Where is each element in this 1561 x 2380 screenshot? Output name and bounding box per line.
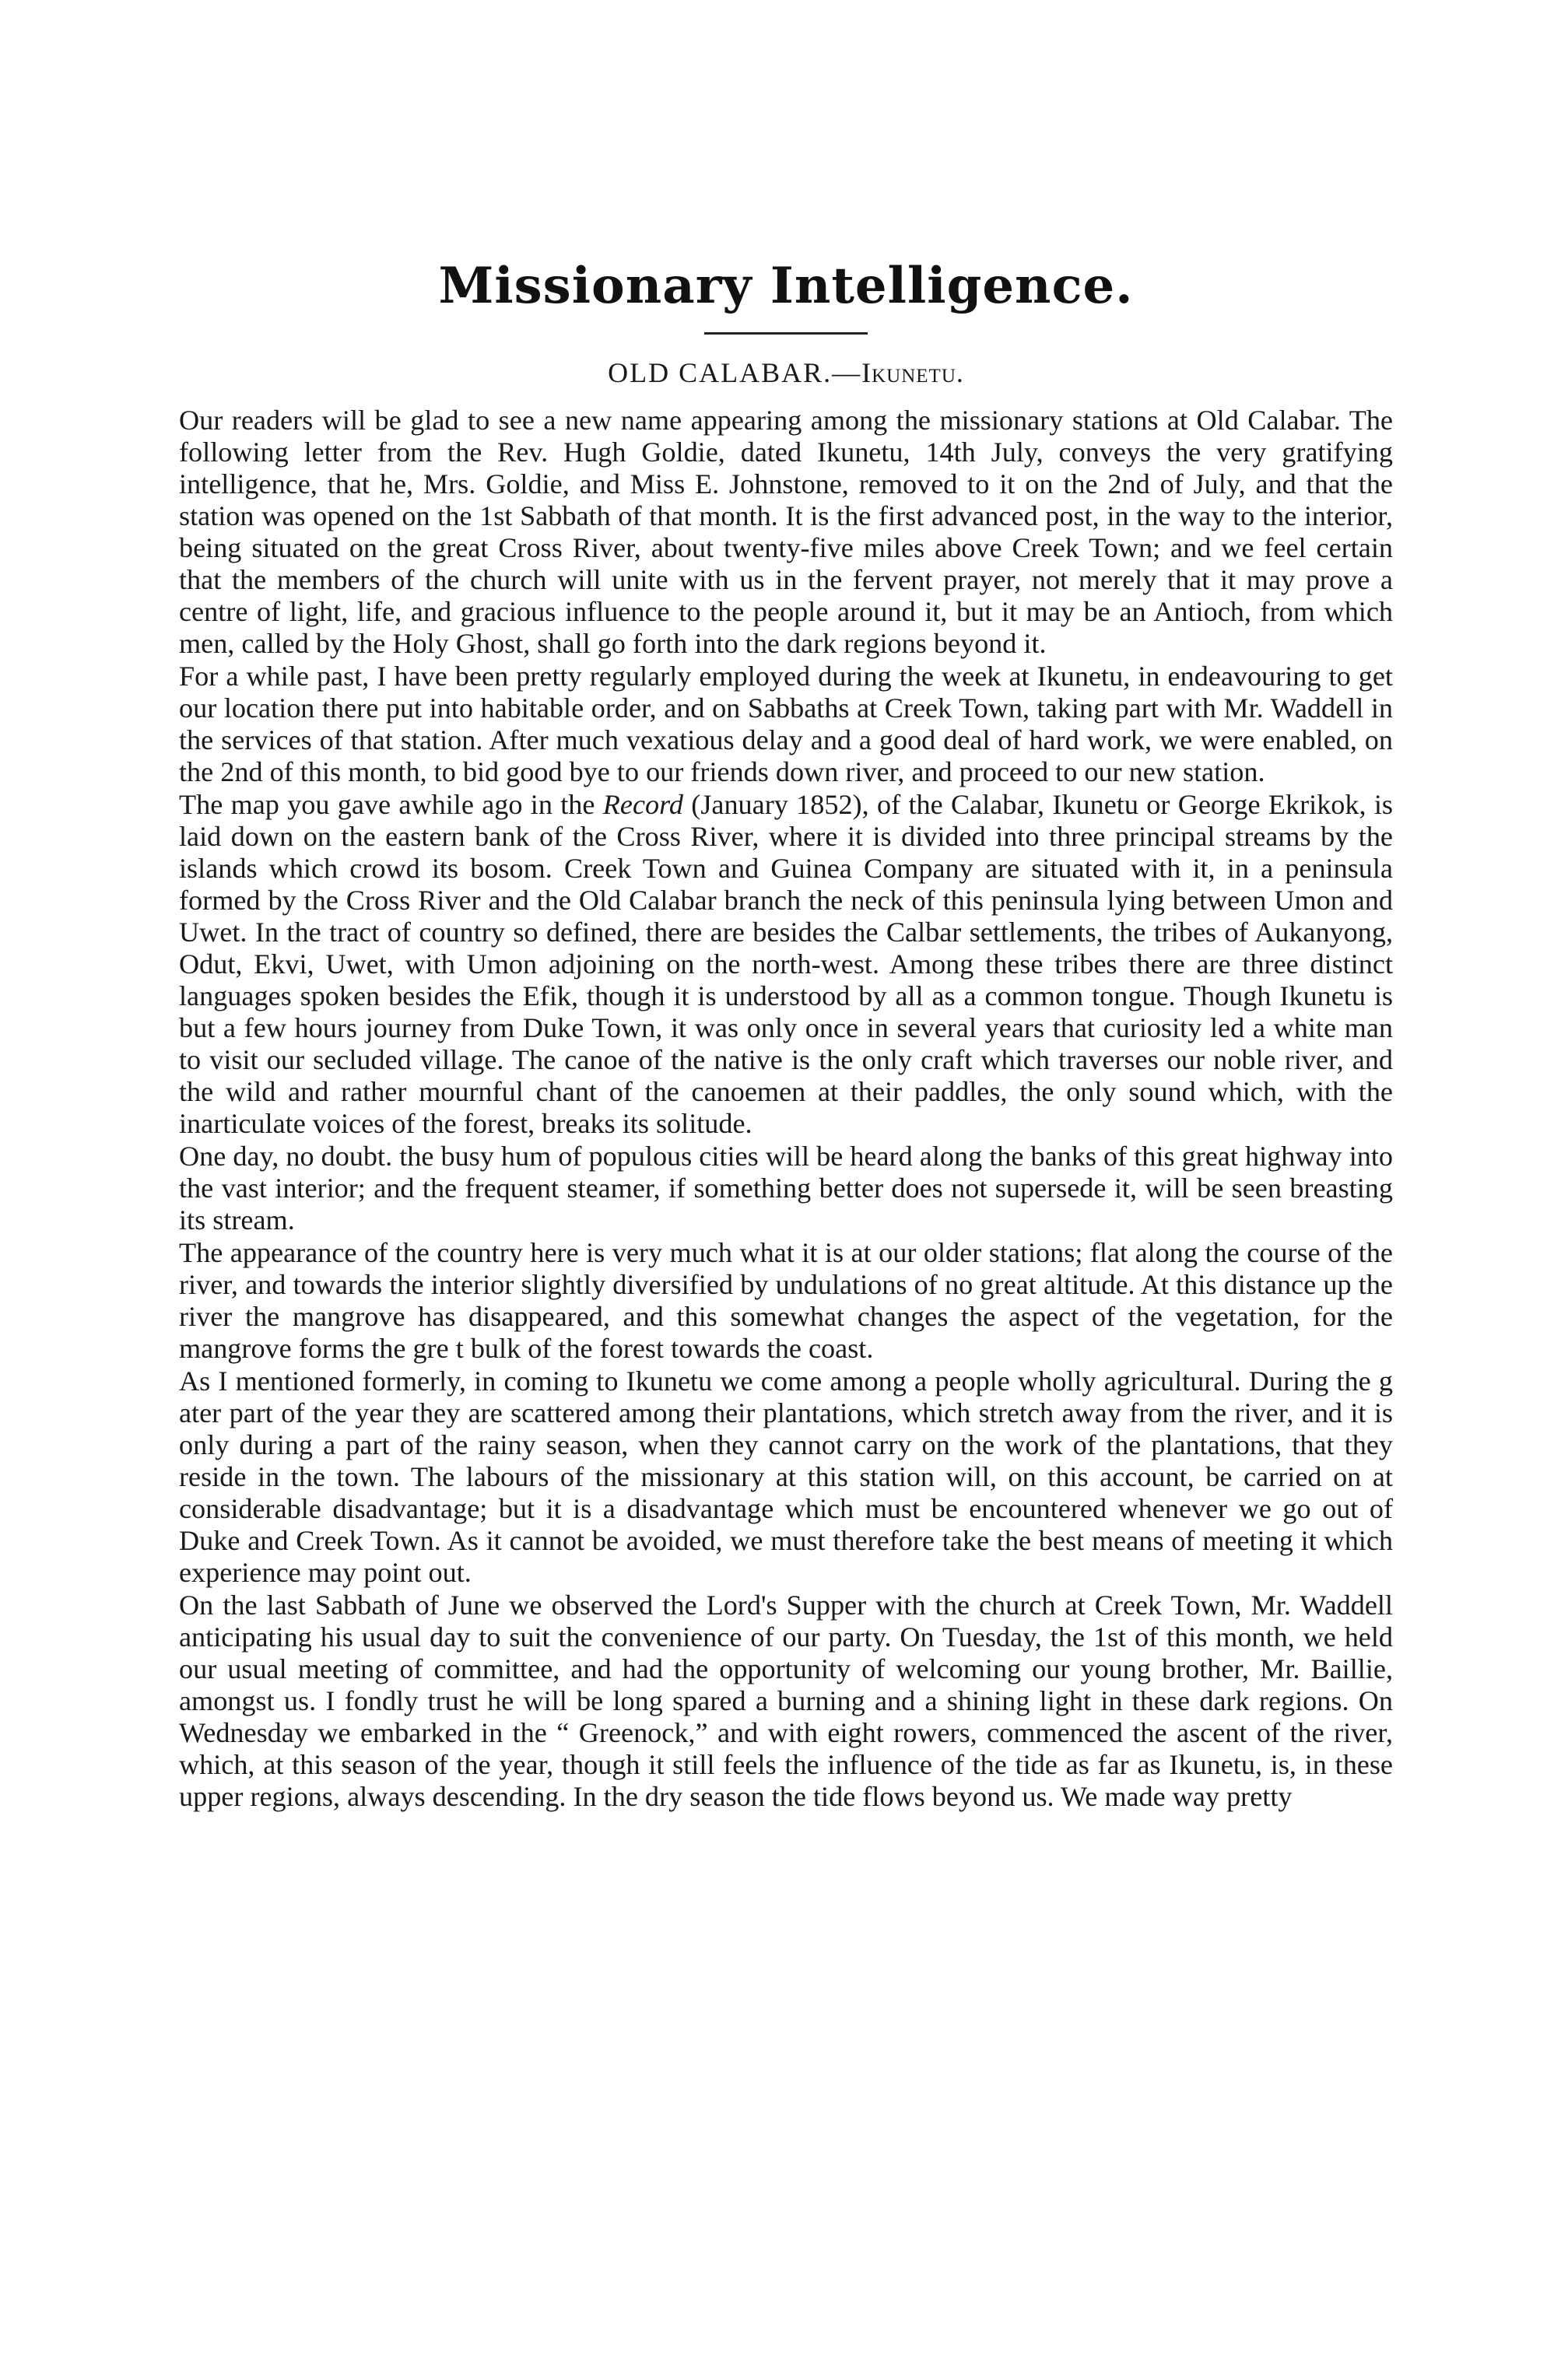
title-rule xyxy=(704,332,868,335)
section-dash: — xyxy=(832,357,862,388)
paragraph-1: Our readers will be glad to see a new name appearing among the missionary stations at Old Calabar. The following letter from the Rev. Hugh Goldie, dated Ikunetu, 14th July, conveys the very gratifying intelligence, that he, Mrs. Goldie, and Miss E. Johnstone, removed to it on the 2nd of July, and that the station was opened on the 1st Sabbath of that month. It is the first advanced post, in the way to the interior, being situated on the great Cross River, about twenty-five miles above Creek Town; and we feel certain that the members of the church will unite with us in the fervent prayer, not merely that it may prove a centre of light, life, and gracious influence to the people around it, but it may be an Antioch, from which men, called by the Holy Ghost, shall go forth into the dark regions beyond it. xyxy=(179,405,1393,659)
paragraph-3-before: The map you gave awhile ago in the xyxy=(179,789,603,820)
section-place: OLD CALABAR. xyxy=(608,357,833,388)
paragraph-2: For a while past, I have been pretty regularly employed during the week at Ikunetu, in endeavouring to get our location there put into habitable order, and on Sabbaths at Creek Town, taking part with Mr. Waddell in the services of that station. After much vexatious delay and a good deal of hard work, we were enabled, on the 2nd of this month, to bid good bye to our friends down river, and proceed to our new station. xyxy=(179,661,1393,787)
record-title: Record xyxy=(602,789,683,820)
paragraph-5: The appearance of the country here is very much what it is at our older stations; flat along the course of the river, and towards the interior slightly diversified by undulations of no great altitude. At this distance up the river the mangrove has disappeared, and this somewhat changes the aspect of the vegetation, for the mangrove forms the gre t bulk of the forest towards the coast. xyxy=(179,1237,1393,1364)
section-heading xyxy=(179,356,1393,389)
paragraph-6: As I mentioned formerly, in coming to Ikunetu we come among a people wholly agricultural. During the g ater part of the year they are scattered among their plantations, which stretch away from the river, and it is only during a part of the rainy season, when they cannot carry on the work of the plantations, that they reside in the town. The labours of the missionary at this station will, on this account, be carried on at considerable disadvantage; but it is a disadvantage which must be encountered whenever we go out of Duke and Creek Town. As it cannot be avoided, we must therefore take the best means of meeting it which experience may point out. xyxy=(179,1365,1393,1588)
page xyxy=(179,0,1393,1813)
paragraph-3-after: (January 1852), of the Calabar, Ikunetu or George Ekrikok, is laid down on the eastern bank of the Cross River, where it is divided into three principal streams by the islands which crowd its bosom. Creek Town and Guinea Company are situated with it, in a peninsula formed by the Cross River and the Old Calabar branch the neck of this peninsula lying between Umon and Uwet. In the tract of country so defined, there are besides the Calbar settlements, the tribes of Aukanyong, Odut, Ekvi, Uwet, with Umon adjoining on the north-west. Among these tribes there are three distinct languages spoken besides the Efik, though it is understood by all as a common tongue. Though Ikunetu is but a few hours journey from Duke Town, it was only once in several years that curiosity led a white man to visit our secluded village. The canoe of the native is the only craft which traverses our noble river, and the wild and rather mournful chant of the canoemen at their paddles, the only sound which, with the inarticulate voices of the forest, breaks its solitude. xyxy=(179,789,1393,1139)
paragraph-3 xyxy=(179,789,1393,1140)
section-subplace: Ikunetu. xyxy=(861,357,964,388)
article-body xyxy=(179,405,1393,1813)
paragraph-4: One day, no doubt. the busy hum of populous cities will be heard along the banks of this great highway into the vast interior; and the frequent steamer, if something better does not supersede it, will be seen breasting its stream. xyxy=(179,1141,1393,1236)
paragraph-7: On the last Sabbath of June we observed the Lord's Supper with the church at Creek Town, Mr. Waddell anticipating his usual day to suit the convenience of our party. On Tuesday, the 1st of this month, we held our usual meeting of committee, and had the opportunity of welcoming our young brother, Mr. Baillie, amongst us. I fondly trust he will be long spared a burning and a shining light in these dark regions. On Wednesday we embarked in the “ Greenock,” and with eight rowers, commenced the ascent of the river, which, at this season of the year, though it still feels the influence of the tide as far as Ikunetu, is, in these upper regions, always descending. In the dry season the tide flows beyond us. We made way pretty xyxy=(179,1590,1393,1812)
masthead-title: Missionary Intelligence. xyxy=(438,257,1134,315)
